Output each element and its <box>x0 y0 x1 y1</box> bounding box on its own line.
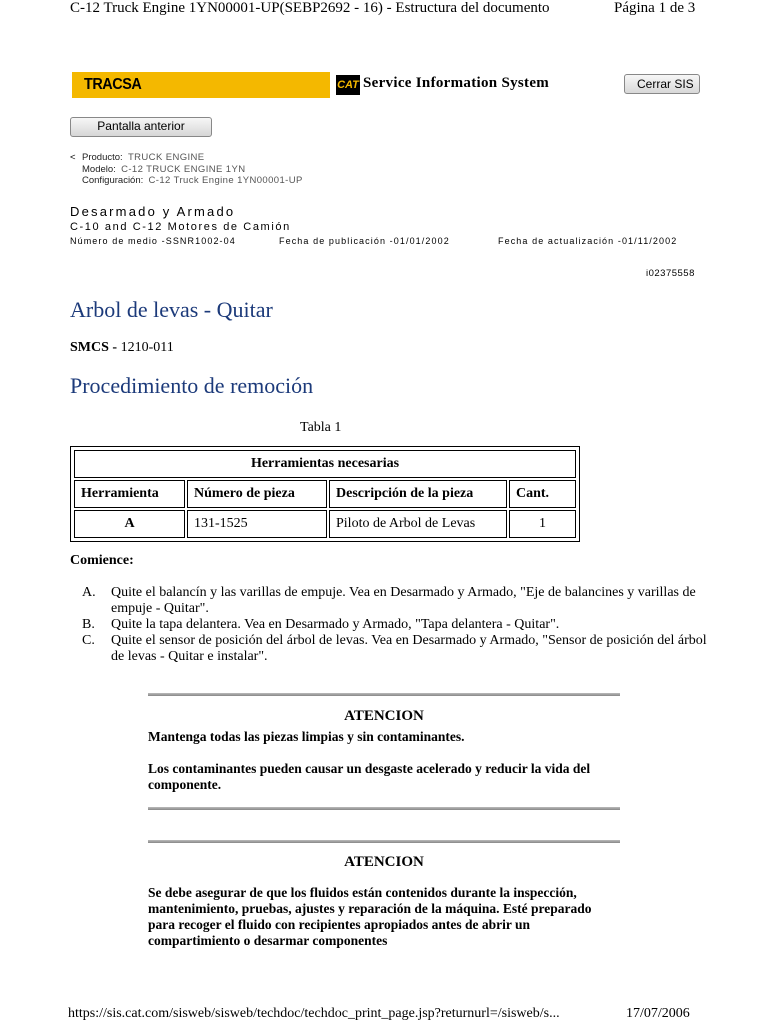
media-number: Número de medio -SSNR1002-04 <box>70 236 236 246</box>
document-type: Desarmado y Armado <box>70 204 236 219</box>
attention-box <box>148 840 620 949</box>
update-date: Fecha de actualización -01/11/2002 <box>498 236 678 246</box>
table-caption: Tabla 1 <box>300 420 342 435</box>
back-button[interactable]: Pantalla anterior <box>70 117 212 137</box>
brand-bar <box>72 72 330 98</box>
divider <box>148 840 620 843</box>
column-header: Herramienta <box>74 480 185 508</box>
config-label: Configuración: <box>82 175 144 186</box>
tools-table <box>70 446 580 542</box>
step-marker: A. <box>82 585 96 600</box>
table-cell: Piloto de Arbol de Levas <box>329 510 507 538</box>
step-text: Quite el balancín y las varillas de empuje. Vea en Desarmado y Armado, "Eje de balancines y varillas de empuje - Quitar". <box>111 585 696 616</box>
steps-list <box>70 585 710 665</box>
brand-logo: TRACSA <box>84 76 142 93</box>
publication-date: Fecha de publicación -01/01/2002 <box>279 236 450 246</box>
attention-heading: ATENCION <box>344 708 424 724</box>
smcs-code <box>70 340 174 356</box>
list-item <box>70 617 710 633</box>
model-row <box>70 164 303 176</box>
list-item <box>70 633 710 665</box>
attention-text: Se debe asegurar de que los fluidos están contenidos durante la inspección, mantenimiento, pruebas, ajustes y reparación de la máquina. Esté preparado para recoger el fluido con recipientes apropiados antes de abrir un compartimiento o desarmar componentes <box>148 885 592 948</box>
table-cell: 1 <box>509 510 576 538</box>
model-value: C-12 TRUCK ENGINE 1YN <box>121 163 246 175</box>
attention-box <box>148 693 620 810</box>
document-id: i02375558 <box>646 268 695 279</box>
table-cell: A <box>74 510 185 538</box>
product-value: TRUCK ENGINE <box>127 152 205 163</box>
step-marker: C. <box>82 633 95 648</box>
table-row <box>74 510 576 538</box>
steps-intro: Comience: <box>70 553 134 568</box>
column-header: Descripción de la pieza <box>329 480 507 508</box>
step-text: Quite el sensor de posición del árbol de levas. Vea en Desarmado y Armado, "Sensor de posición del árbol de levas - Quitar e instalar". <box>111 633 707 664</box>
product-row <box>70 152 303 164</box>
system-title: Service Information System <box>363 75 550 91</box>
smcs-value: 1210-011 <box>120 340 174 355</box>
product-label: Producto: <box>82 152 123 163</box>
attention-text: Mantenga todas las piezas limpias y sin contaminantes. <box>148 729 465 744</box>
procedure-title: Procedimiento de remoción <box>70 373 314 398</box>
step-marker: B. <box>82 617 95 632</box>
table-heading: Herramientas necesarias <box>74 450 576 478</box>
close-sis-button[interactable]: Cerrar SIS <box>624 74 700 94</box>
document-subtitle: C-10 and C-12 Motores de Camión <box>70 221 291 233</box>
divider <box>148 807 620 810</box>
smcs-label: SMCS - <box>70 340 118 355</box>
attention-text: Los contaminantes pueden causar un desgaste acelerado y reducir la vida del componente. <box>148 761 591 792</box>
config-value: C-12 Truck Engine 1YN00001-UP <box>148 175 303 186</box>
attention-heading: ATENCION <box>344 854 424 870</box>
print-header-page: Página 1 de 3 <box>614 0 696 16</box>
print-header-title: C-12 Truck Engine 1YN00001-UP(SEBP2692 - 16) - Estructura del documento <box>70 0 550 16</box>
product-info <box>70 152 303 187</box>
page-title: Arbol de levas - Quitar <box>70 297 273 322</box>
print-footer-date: 17/07/2006 <box>626 1006 690 1021</box>
config-row <box>70 175 303 187</box>
model-label: Modelo: <box>82 163 116 175</box>
column-header: Cant. <box>509 480 576 508</box>
table-cell: 131-1525 <box>187 510 327 538</box>
cat-logo-icon: CAT <box>336 75 360 95</box>
list-item <box>70 585 710 617</box>
divider <box>148 693 620 696</box>
sis-banner <box>72 72 697 98</box>
column-header: Número de pieza <box>187 480 327 508</box>
chevron-left-icon[interactable]: < <box>70 152 76 163</box>
step-text: Quite la tapa delantera. Vea en Desarmado y Armado, "Tapa delantera - Quitar". <box>111 617 560 632</box>
print-footer-url: https://sis.cat.com/sisweb/sisweb/techdoc/techdoc_print_page.jsp?returnurl=/sisweb/s... <box>68 1006 560 1021</box>
